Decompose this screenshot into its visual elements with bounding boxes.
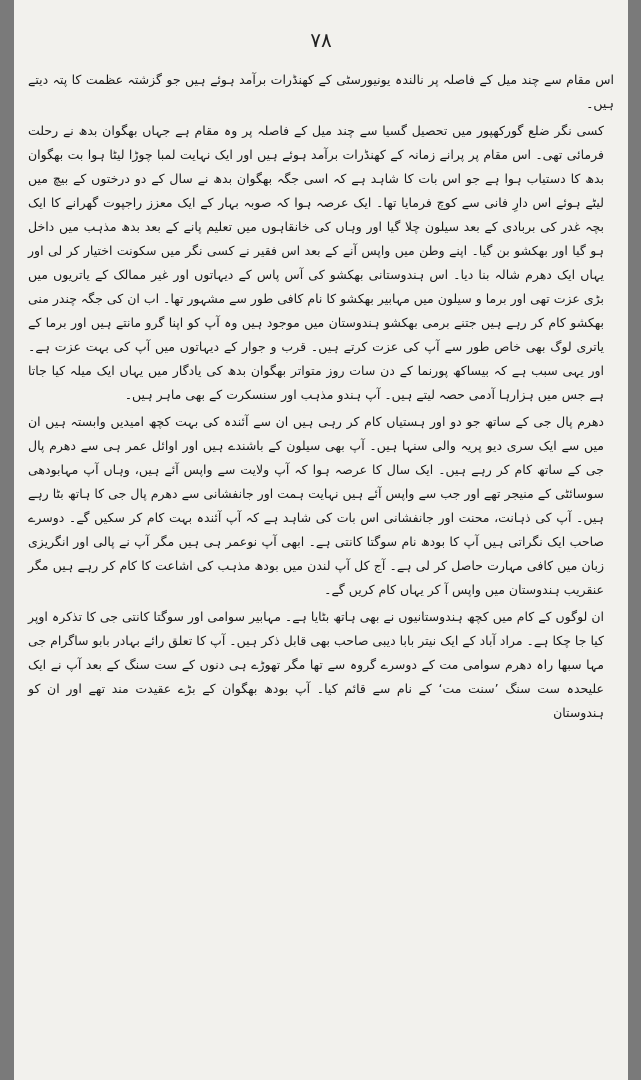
urdu-body-text bbox=[28, 68, 614, 1060]
paragraph: کسی نگر ضلع گورکھپور میں تحصیل گسیا سے چند میل کے فاصلہ پر وہ مقام ہے جہاں بھگوان بدھ نے رحلت فرمائی تھی۔ اس مقام پر پرانے زمانہ کے کھنڈرات برآمد ہوئے ہیں اور ایک نہایت لمبا چوڑا لیٹا ہوا بت بھگوان بدھ کا دستیاب ہوا ہے جو اس بات کا شاہد ہے کہ اسی جگہ بھگوان بدھ نے سال کے دو درختوں کے بیچ میں لیٹے ہوئے اس دارِ فانی سے کوچ فرمایا تھا۔ ایک عرصہ ہوا کہ صوبہ بہار کے ایک معزز راجپوت گھرانے کا ایک بچہ غدر کی بربادی کے بعد سیلون چلا گیا اور وہاں کی خانقاہوں میں تعلیم پانے کے بعد بدھ مذہب میں داخل ہو گیا اور بھکشو بن گیا۔ اپنے وطن میں واپس آنے کے بعد اس فقیر نے کسی نگر میں سکونت اختیار کر لی اور یہاں ایک دھرم شالہ بنا دیا۔ اس ہندوستانی بھکشو کی آس پاس کے دیہاتوں اور غیر ممالک کے یاتریوں میں بڑی عزت تھی اور برما و سیلون میں مہابیر بھکشو کا نام کافی طور سے مشہور تھا۔ اب ان کی جگہ چندر منی بھکشو کام کر رہے ہیں جتنے برمی بھکشو ہندوستان میں موجود ہیں وہ آپ کو اپنا گرو مانتے ہیں اور برما کے یاتری لوگ بھی خاص طور سے آپ کی عزت کرتے ہیں۔ قرب و جوار کے دیہاتوں میں آپ کی بہت عزت ہے۔ اور یہی سبب ہے کہ بیساکھ پورنما کے دن سات روز متواتر بھگوان بدھ کی یادگار میں یہاں ایک میلہ کیا جاتا ہے جس میں ہزارہا آدمی حصہ لیتے ہیں۔ آپ ہندو مذہب اور سنسکرت کے بھی ماہر ہیں۔ bbox=[28, 123, 604, 402]
paragraph: اس مقام سے چند میل کے فاصلہ پر نالندہ یونیورسٹی کے کھنڈرات برآمد ہوئے ہیں جو گزشتہ عظمت کا پتہ دیتے ہیں۔ bbox=[28, 72, 614, 111]
paragraph: ان لوگوں کے کام میں کچھ ہندوستانیوں نے بھی ہاتھ بٹایا ہے۔ مہابیر سوامی اور سوگتا کانتی جی کا تذکرہ اوپر کیا جا چکا ہے۔ مراد آباد کے ایک نیتر بابا دیبی صاحب بھی قابل ذکر ہیں۔ آپ کا تعلق رائے بہادر بابو ساگرام جی مہا سبھا راہ دھرم سوامی مت کے دوسرے گروہ سے تھا مگر تھوڑے ہی دنوں کے ست سنگ کے بعد آپ نے ایک علیحدہ ست سنگ ’سنت مت‘ کے نام سے قائم کیا۔ آپ بودھ بھگوان کے بڑے عقیدت مند تھے اور ان کو ہندوستان bbox=[28, 609, 604, 720]
paragraph: دھرم پال جی کے ساتھ جو دو اور ہستیاں کام کر رہی ہیں ان سے آئندہ کی بہت کچھ امیدیں وابستہ ہیں ان میں سے ایک سری دیو پریہ والی سنہا ہیں۔ آپ بھی سیلون کے باشندے ہیں اور اوائل عمر ہی سے دھرم پال جی کے ساتھ کام کر رہے ہیں۔ ایک سال کا عرصہ ہوا کہ آپ ولایت سے واپس آئے ہیں، وہاں آپ مہابودھی سوسائٹی کے منیجر تھے اور جب سے واپس آئے ہیں نہایت ہمت اور جانفشانی سے دھرم پال جی کا ہاتھ بٹا رہے ہیں۔ آپ کی ذہانت، محنت اور جانفشانی اس بات کی شاہد ہے کہ آپ آئندہ بہت کام کر سکیں گے۔ دوسرے صاحب ایک نگراتی ہیں آپ کا بودھ نام سوگتا کانتی ہے۔ ابھی آپ نوعمر ہی ہیں مگر آپ نے پالی اور انگریزی زبان میں کافی مہارت حاصل کر لی ہے۔ آج کل آپ لندن میں بودھ مذہب کی اشاعت کا کام کر رہے ہیں مگر عنقریب ہندوستان میں واپس آ کر یہاں کام کریں گے۔ bbox=[28, 414, 604, 597]
page-number: ۷۸ bbox=[310, 28, 332, 52]
book-page bbox=[14, 0, 628, 1080]
